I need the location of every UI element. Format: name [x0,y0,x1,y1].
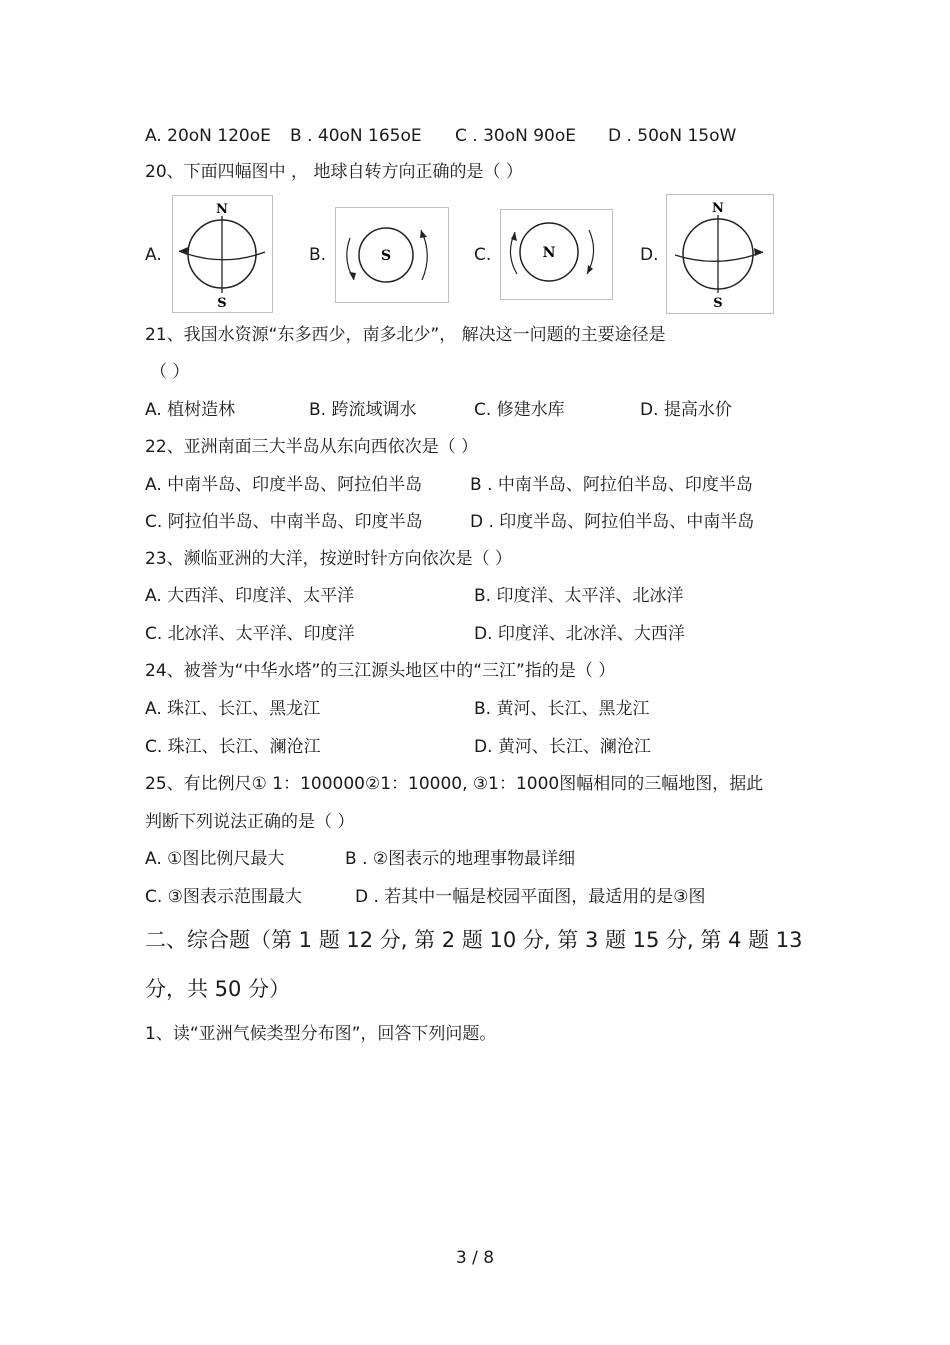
q21-option-d: D. 提高水价 [640,400,732,420]
q20-figure-a [172,195,273,313]
q22-option-a: A. 中南半岛、印度半岛、阿拉伯半岛 [145,475,423,495]
q24-stem: 24、被誉为“中华水塔”的三江源头地区中的“三江”指的是（ ） [145,661,616,681]
q25-option-a: A. ①图比例尺最大 [145,849,285,869]
q21-option-c: C. 修建水库 [474,400,565,420]
q20-figure-b [335,207,449,303]
q25-stem-line1: 25、有比例尺① 1：100000②1：10000, ③1：1000图幅相同的三幅地图，据此 [145,774,764,794]
q24-option-d: D. 黄河、长江、澜沧江 [474,737,651,757]
figure-a-bottom-label: S [217,296,227,311]
q20-label-c: C. [474,245,492,265]
q1-stem: 1、读“亚洲气候类型分布图”，回答下列问题。 [145,1024,497,1044]
q22-option-d: D . 印度半岛、阿拉伯半岛、中南半岛 [470,512,755,532]
q23-stem: 23、濒临亚洲的大洋，按逆时针方向依次是（ ） [145,549,513,569]
q19-option-d: D . 50oN 15oW [608,126,737,146]
figure-d-bottom-label: S [713,296,723,311]
q23-option-c: C. 北冰洋、太平洋、印度洋 [145,624,355,644]
q20-label-d: D. [640,245,659,265]
q21-option-b: B. 跨流域调水 [309,400,417,420]
q22-option-b: B . 中南半岛、阿拉伯半岛、印度半岛 [470,475,753,495]
q21-paren: （ ） [150,362,190,382]
q23-option-d: D. 印度洋、北冰洋、大西洋 [474,624,685,644]
q25-option-b: B . ②图表示的地理事物最详细 [345,849,576,869]
q20-label-a: A. [145,245,162,265]
section2-heading-line1: 二、综合题（第 1 题 12 分, 第 2 题 10 分, 第 3 题 15 分, 第 4 题 13 [145,928,803,952]
q19-option-a: A. 20oN 120oE [145,126,271,146]
q24-option-b: B. 黄河、长江、黑龙江 [474,699,650,719]
figure-b-center-label: S [380,248,392,264]
q25-option-c: C. ③图表示范围最大 [145,887,302,907]
q24-option-c: C. 珠江、长江、澜沧江 [145,737,321,757]
q24-option-a: A. 珠江、长江、黑龙江 [145,699,321,719]
q20-label-b: B. [309,245,327,265]
q21-stem: 21、我国水资源“东多西少，南多北少”， 解决这一问题的主要途径是 [145,325,666,345]
q22-stem: 22、亚洲南面三大半岛从东向西依次是（ ） [145,437,479,457]
q19-option-c: C . 30oN 90oE [455,126,577,146]
q20-figure-c [500,209,613,300]
q19-option-b: B . 40oN 165oE [290,126,422,146]
section2-heading-line2: 分，共 50 分） [145,977,291,1001]
q23-option-a: A. 大西洋、印度洋、太平洋 [145,586,355,606]
figure-c-center-label: N [542,245,556,261]
page-number: 3 / 8 [455,1248,495,1268]
q25-option-d: D . 若其中一幅是校园平面图，最适用的是③图 [355,887,706,907]
q23-option-b: B. 印度洋、太平洋、北冰洋 [474,586,684,606]
q22-option-c: C. 阿拉伯半岛、中南半岛、印度半岛 [145,512,423,532]
figure-a-top-label: N [216,202,228,217]
q20-figure-d [666,194,774,314]
figure-d-top-label: N [712,201,724,216]
q20-stem: 20、下面四幅图中 ， 地球自转方向正确的是（ ） [145,162,523,182]
q21-option-a: A. 植树造林 [145,400,236,420]
q25-stem-line2: 判断下列说法正确的是（ ） [145,812,355,832]
